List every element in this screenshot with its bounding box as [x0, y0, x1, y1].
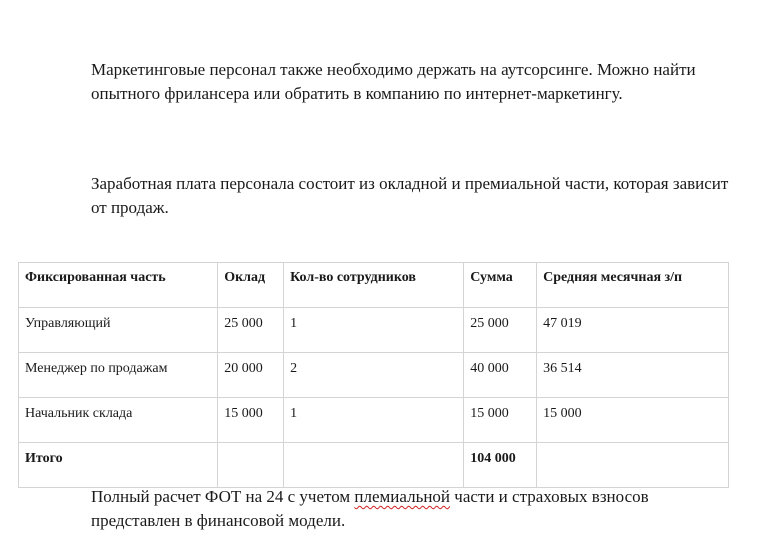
table-header-row [19, 263, 729, 308]
cell-position: Начальник склада [19, 398, 218, 443]
table-row [19, 308, 729, 353]
table-row [19, 353, 729, 398]
payroll-table [18, 262, 729, 488]
cell-total-salary [218, 443, 284, 488]
cell-sum: 25 000 [464, 308, 537, 353]
cell-sum: 40 000 [464, 353, 537, 398]
header-sum: Сумма [464, 263, 537, 308]
cell-sum: 15 000 [464, 398, 537, 443]
cell-position: Управляющий [19, 308, 218, 353]
cell-average-pay: 36 514 [537, 353, 729, 398]
misspelled-word[interactable]: племиальной [354, 487, 451, 506]
paragraph-salary-structure: Заработная плата персонала состоит из окладной и премиальной части, которая зависит от продаж. [91, 174, 729, 217]
cell-salary: 15 000 [218, 398, 284, 443]
cell-salary: 25 000 [218, 308, 284, 353]
table-total-row [19, 443, 729, 488]
header-employee-count: Кол-во сотрудников [284, 263, 464, 308]
paragraph-text-part: части и страховых взносов представлен в финансовой модели. [91, 487, 649, 530]
cell-position: Менеджер по продажам [19, 353, 218, 398]
paragraph-text-part: Полный расчет ФОТ на 24 с учетом [91, 487, 355, 506]
cell-count: 2 [284, 353, 464, 398]
header-fixed-part: Фиксированная часть [19, 263, 218, 308]
cell-average-pay: 47 019 [537, 308, 729, 353]
paragraph-payroll-calculation [91, 485, 731, 532]
table-row [19, 398, 729, 443]
cell-total-count [284, 443, 464, 488]
cell-total-sum: 104 000 [464, 443, 537, 488]
header-salary: Оклад [218, 263, 284, 308]
cell-average-pay: 15 000 [537, 398, 729, 443]
paragraph-outsourcing-marketing: Маркетинговые персонал также необходимо держать на аутсорсинге. Можно найти опытного фрилансера или обратить в компанию по интернет-маркетингу. [91, 60, 696, 103]
header-average-monthly-pay: Средняя месячная з/п [537, 263, 729, 308]
cell-count: 1 [284, 308, 464, 353]
cell-count: 1 [284, 398, 464, 443]
cell-total-label: Итого [19, 443, 218, 488]
cell-salary: 20 000 [218, 353, 284, 398]
cell-total-average-pay [537, 443, 729, 488]
